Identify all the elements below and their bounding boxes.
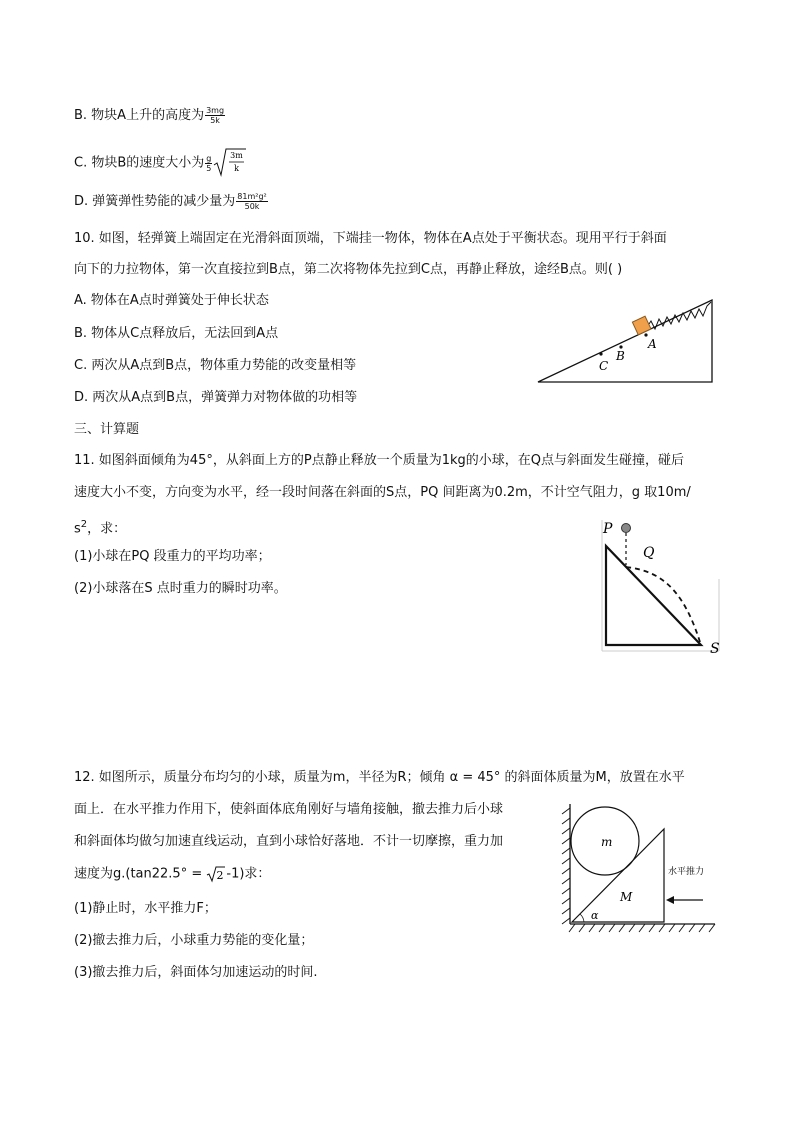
- q10-stem-line1: 10. 如图，轻弹簧上端固定在光滑斜面顶端，下端挂一物体，物体在A点处于平衡状态。现用平行于斜面: [74, 231, 667, 246]
- fraction: [205, 154, 212, 173]
- q12-stem-line4-pre: 速度为g.(tan22.5° =: [74, 866, 207, 882]
- q11-stem-line2: 速度大小不变，方向变为水平，经一段时间落在斜面的S点，PQ 间距离为0.2m，不计空气阻力，g 取10m/: [74, 485, 691, 500]
- label-s: S: [710, 641, 720, 655]
- wedge: [572, 829, 664, 922]
- q12-stem-line1: 12. 如图所示，质量分布均匀的小球，质量为m，半径为R；倾角 α = 45° 的斜面体质量为M，放置在水平: [74, 770, 685, 785]
- q12-stem-line3: 和斜面体均做匀加速直线运动，直到小球恰好落地．不计一切摩擦，重力加: [74, 834, 504, 849]
- q9-option-d: [74, 192, 269, 211]
- label-push-force: 水平推力: [668, 867, 705, 877]
- q11-stem-line3-rest: ，求：: [87, 521, 127, 537]
- point-c-dot: [599, 352, 602, 355]
- angle-arc: [580, 914, 584, 922]
- q10-option-a: A. 物体在A点时弹簧处于伸长状态: [74, 293, 269, 308]
- incline-triangle: [538, 300, 712, 382]
- q12-part3: (3)撤去推力后，斜面体匀加速运动的时间.: [74, 965, 318, 980]
- q11-stem-line3: [74, 516, 126, 538]
- q9-option-d-text: D. 弹簧弹性势能的减少量为: [74, 194, 236, 209]
- q9-option-c: [74, 147, 247, 179]
- label-a: A: [648, 337, 657, 351]
- block-icon: [632, 316, 651, 335]
- q11-stem-line1: 11. 如图斜面倾角为45°，从斜面上方的P点静止释放一个质量为1kg的小球，在Q点与斜面发生碰撞，碰后: [74, 453, 684, 468]
- sqrt-radicand: 2: [216, 869, 224, 882]
- q9-option-c-text: C. 物块B的速度大小为: [74, 155, 205, 171]
- sqrt-denominator: k: [234, 164, 240, 173]
- label-m: m: [601, 835, 613, 849]
- sqrt-sign-icon: [206, 865, 226, 883]
- q11-part1: (1)小球在PQ 段重力的平均功率；: [74, 549, 271, 564]
- fraction-denominator: 50k: [244, 202, 260, 211]
- superscript: 2: [80, 519, 88, 530]
- label-c: C: [599, 359, 609, 373]
- sqrt-numerator: 3m: [230, 151, 244, 160]
- q10-option-c: C. 两次从A点到B点，物体重力势能的改变量相等: [74, 358, 357, 373]
- q10-option-d: D. 两次从A点到B点，弹簧弹力对物体做的功相等: [74, 390, 358, 405]
- q10-incline-figure: [535, 288, 717, 386]
- sqrt-expression: [213, 147, 247, 179]
- q9-option-b: [74, 106, 226, 125]
- fraction-denominator: 5: [206, 163, 212, 173]
- ball-icon: [622, 524, 631, 533]
- q11-projectile-figure: [601, 519, 721, 655]
- q12-stem-line4-post: -1)求：: [226, 866, 271, 882]
- fraction-numerator: 3mg: [206, 106, 225, 115]
- q10-stem-line2: 向下的力拉物体，第一次直接拉到B点，第二次将物体先拉到C点，再静止释放，途经B点。则( ): [74, 262, 623, 277]
- label-q: Q: [643, 545, 655, 561]
- q10-option-b: B. 物体从C点释放后，无法回到A点: [74, 326, 279, 341]
- label-alpha: α: [591, 909, 599, 922]
- q12-stem-line2: 面上．在水平推力作用下，使斜面体底角刚好与墙角接触，撤去推力后小球: [74, 802, 504, 817]
- fraction-denominator: 5k: [210, 116, 220, 125]
- fraction: [236, 192, 267, 211]
- label-big-m: M: [620, 890, 633, 904]
- q11-part2: (2)小球落在S 点时重力的瞬时功率。: [74, 581, 287, 596]
- q12-part1: (1)静止时，水平推力F；: [74, 901, 217, 916]
- label-b: B: [616, 349, 625, 363]
- sqrt-sign-icon: [213, 147, 247, 179]
- section-heading-calculation: 三、计算题: [74, 422, 140, 437]
- q12-stem-line4: [74, 865, 270, 884]
- label-p: P: [603, 521, 613, 537]
- fraction-numerator: g: [206, 153, 212, 163]
- unit-s: s: [74, 521, 81, 537]
- q12-part2: (2)撤去推力后，小球重力势能的变化量；: [74, 933, 314, 948]
- q9-option-b-text: B. 物块A上升的高度为: [74, 108, 205, 123]
- fraction: [205, 106, 225, 125]
- q12-ball-wedge-figure: [553, 800, 721, 940]
- fraction-numerator: 81m²g²: [237, 192, 267, 201]
- floor-hatching: [569, 924, 715, 932]
- wall-hatching: [562, 808, 570, 924]
- arrow-head-icon: [666, 896, 674, 904]
